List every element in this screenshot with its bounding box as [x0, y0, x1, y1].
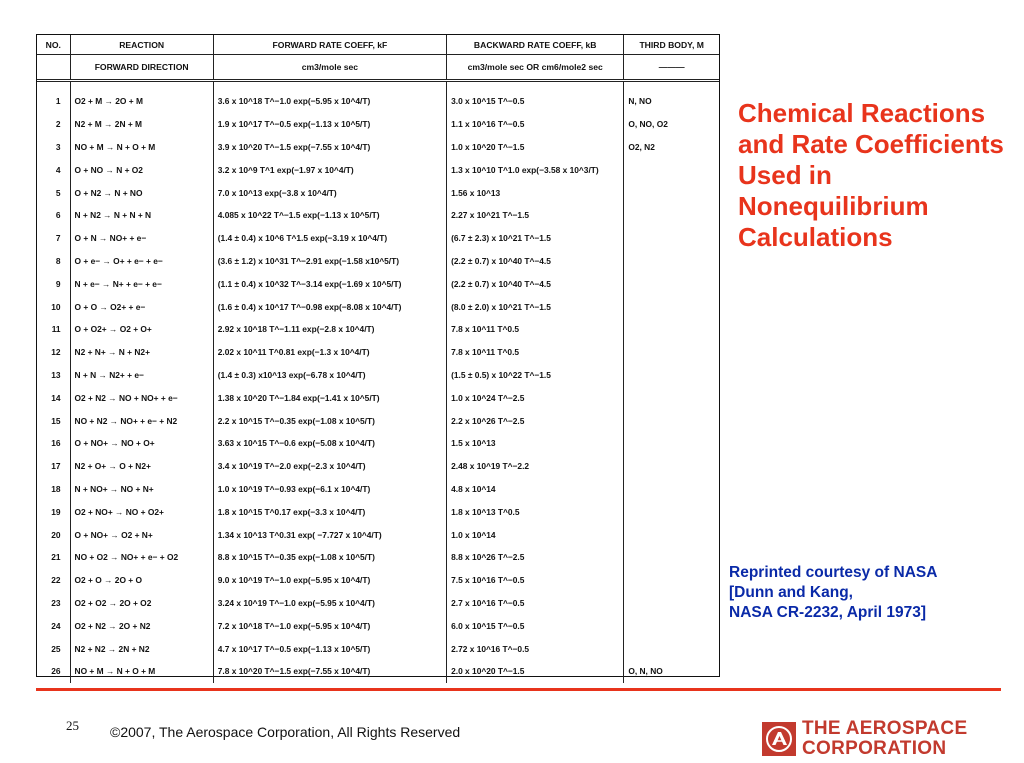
- reaction-cell: O2 + N2 → 2O + N2: [70, 614, 213, 637]
- third-body-cell: [624, 341, 719, 364]
- slide-title: Chemical Reactions and Rate Coefficients Used in Nonequilibrium Calculations: [738, 98, 1004, 252]
- backward-rate-cell: 1.5 x 10^13: [447, 432, 624, 455]
- table-row: [37, 113, 719, 136]
- row-number: 11: [51, 324, 61, 335]
- third-body-cell: O, NO, O2: [624, 113, 719, 136]
- row-number: 14: [51, 392, 61, 403]
- backward-rate-cell: 2.0 x 10^20 T^−1.5: [447, 660, 624, 683]
- row-number: 1: [55, 96, 61, 107]
- forward-rate-cell: 3.2 x 10^9 T^1 exp(−1.97 x 10^4/T): [213, 158, 446, 181]
- table-row: [37, 432, 719, 455]
- third-body-cell: O, N, NO: [624, 660, 719, 683]
- backward-rate-cell: 1.1 x 10^16 T^−0.5: [447, 113, 624, 136]
- third-body-cell: [624, 455, 719, 478]
- backward-rate-cell: 2.27 x 10^21 T^−1.5: [447, 204, 624, 227]
- table-row: [37, 455, 719, 478]
- backward-rate-cell: 2.7 x 10^16 T^−0.5: [447, 592, 624, 615]
- row-number: 24: [51, 620, 61, 631]
- third-body-cell: [624, 272, 719, 295]
- table-row: [37, 318, 719, 341]
- forward-rate-cell: 7.8 x 10^20 T^−1.5 exp(−7.55 x 10^4/T): [213, 660, 446, 683]
- forward-rate-cell: 1.8 x 10^15 T^0.17 exp(−3.3 x 10^4/T): [213, 500, 446, 523]
- third-body-cell: [624, 409, 719, 432]
- row-number: 6: [55, 210, 61, 221]
- row-number: 20: [51, 529, 61, 540]
- third-body-cell: O2, N2: [624, 136, 719, 159]
- table-row: [37, 136, 719, 159]
- subheader-no: [37, 55, 70, 81]
- table-row: [37, 523, 719, 546]
- backward-rate-cell: (2.2 ± 0.7) x 10^40 T^−4.5: [447, 250, 624, 273]
- table-row: [37, 295, 719, 318]
- table-row: [37, 614, 719, 637]
- forward-rate-cell: 2.02 x 10^11 T^0.81 exp(−1.3 x 10^4/T): [213, 341, 446, 364]
- logo-line: THE AEROSPACE: [802, 718, 968, 739]
- table-subheader-row: [37, 55, 719, 81]
- forward-rate-cell: (1.1 ± 0.4) x 10^32 T^−3.14 exp(−1.69 x 10^5/T): [213, 272, 446, 295]
- table-row: [37, 500, 719, 523]
- forward-rate-cell: 1.34 x 10^13 T^0.31 exp( −7.727 x 10^4/T): [213, 523, 446, 546]
- backward-rate-cell: 7.5 x 10^16 T^−0.5: [447, 569, 624, 592]
- third-body-cell: [624, 478, 719, 501]
- credit-note: [729, 563, 937, 623]
- aerospace-emblem-icon: [762, 722, 796, 756]
- forward-rate-cell: 2.92 x 10^18 T^−1.11 exp(−2.8 x 10^4/T): [213, 318, 446, 341]
- table-row: [37, 181, 719, 204]
- reaction-cell: O + N2 → N + NO: [70, 181, 213, 204]
- page-number: 25: [66, 718, 79, 733]
- backward-rate-cell: 7.8 x 10^11 T^0.5: [447, 318, 624, 341]
- credit-line: Reprinted courtesy of NASA: [729, 564, 938, 581]
- reaction-cell: N + N → N2+ + e−: [70, 364, 213, 387]
- third-body-cell: [624, 523, 719, 546]
- reaction-table: [37, 35, 719, 683]
- reaction-cell: N2 + N+ → N + N2+: [70, 341, 213, 364]
- row-number: 19: [51, 506, 61, 517]
- backward-rate-cell: 1.3 x 10^10 T^1.0 exp(−3.58 x 10^3/T): [447, 158, 624, 181]
- third-body-cell: N, NO: [624, 81, 719, 113]
- backward-rate-cell: 1.0 x 10^14: [447, 523, 624, 546]
- reaction-cell: NO + M → N + O + M: [70, 136, 213, 159]
- third-body-cell: [624, 227, 719, 250]
- table-body: [37, 81, 719, 683]
- subheader-reaction: FORWARD DIRECTION: [70, 55, 213, 81]
- backward-rate-cell: 6.0 x 10^15 T^−0.5: [447, 614, 624, 637]
- table-row: [37, 81, 719, 113]
- third-body-cell: [624, 158, 719, 181]
- forward-rate-cell: 1.0 x 10^19 T^−0.93 exp(−6.1 x 10^4/T): [213, 478, 446, 501]
- reaction-table-scan: [36, 34, 720, 677]
- forward-rate-cell: 2.2 x 10^15 T^−0.35 exp(−1.08 x 10^5/T): [213, 409, 446, 432]
- reaction-cell: O2 + O2 → 2O + O2: [70, 592, 213, 615]
- third-body-cell: [624, 546, 719, 569]
- table-row: [37, 272, 719, 295]
- aerospace-logo: [760, 718, 988, 762]
- reaction-cell: N2 + O+ → O + N2+: [70, 455, 213, 478]
- row-number: 22: [51, 575, 61, 586]
- row-number: 18: [51, 483, 61, 494]
- table-header-row: [37, 35, 719, 55]
- reaction-cell: O2 + N2 → NO + NO+ + e−: [70, 386, 213, 409]
- reaction-cell: O + N → NO+ + e−: [70, 227, 213, 250]
- forward-rate-cell: 7.2 x 10^18 T^−1.0 exp(−5.95 x 10^4/T): [213, 614, 446, 637]
- backward-rate-cell: 1.8 x 10^13 T^0.5: [447, 500, 624, 523]
- forward-rate-cell: (3.6 ± 1.2) x 10^31 T^−2.91 exp(−1.58 x10^5/T): [213, 250, 446, 273]
- reaction-cell: NO + N2 → NO+ + e− + N2: [70, 409, 213, 432]
- row-number: 2: [55, 119, 61, 130]
- backward-rate-cell: (2.2 ± 0.7) x 10^40 T^−4.5: [447, 272, 624, 295]
- backward-rate-cell: 7.8 x 10^11 T^0.5: [447, 341, 624, 364]
- forward-rate-cell: (1.4 ± 0.4) x 10^6 T^1.5 exp(−3.19 x 10^4/T): [213, 227, 446, 250]
- header-no: NO.: [37, 35, 70, 55]
- row-number: 25: [51, 643, 61, 654]
- table-row: [37, 386, 719, 409]
- reaction-cell: O + NO → N + O2: [70, 158, 213, 181]
- reaction-cell: NO + M → N + O + M: [70, 660, 213, 683]
- reaction-cell: N2 + M → 2N + M: [70, 113, 213, 136]
- reaction-cell: O + e− → O+ + e− + e−: [70, 250, 213, 273]
- subheader-third-body: ———: [624, 55, 719, 81]
- third-body-cell: [624, 386, 719, 409]
- row-number: 17: [51, 461, 61, 472]
- forward-rate-cell: 1.9 x 10^17 T^−0.5 exp(−1.13 x 10^5/T): [213, 113, 446, 136]
- forward-rate-cell: 3.4 x 10^19 T^−2.0 exp(−2.3 x 10^4/T): [213, 455, 446, 478]
- forward-rate-cell: (1.4 ± 0.3) x10^13 exp(−6.78 x 10^4/T): [213, 364, 446, 387]
- header-backward-rate: BACKWARD RATE COEFF, kB: [447, 35, 624, 55]
- header-third-body: THIRD BODY, M: [624, 35, 719, 55]
- table-row: [37, 409, 719, 432]
- third-body-cell: [624, 637, 719, 660]
- backward-rate-cell: 2.48 x 10^19 T^−2.2: [447, 455, 624, 478]
- credit-line: NASA CR-2232, April 1973]: [729, 604, 926, 621]
- table-row: [37, 569, 719, 592]
- third-body-cell: [624, 592, 719, 615]
- subheader-backward-units: cm3/mole sec OR cm6/mole2 sec: [447, 55, 624, 81]
- forward-rate-cell: 7.0 x 10^13 exp(−3.8 x 10^4/T): [213, 181, 446, 204]
- copyright-notice: ©2007, The Aerospace Corporation, All Rights Reserved: [110, 724, 461, 740]
- table-row: [37, 478, 719, 501]
- backward-rate-cell: 1.0 x 10^24 T^−2.5: [447, 386, 624, 409]
- third-body-cell: [624, 364, 719, 387]
- third-body-cell: [624, 614, 719, 637]
- logo-wordmark: [802, 719, 967, 759]
- row-number: 5: [55, 187, 61, 198]
- table-row: [37, 637, 719, 660]
- reaction-cell: O2 + NO+ → NO + O2+: [70, 500, 213, 523]
- third-body-cell: [624, 432, 719, 455]
- table-row: [37, 592, 719, 615]
- reaction-cell: O + O → O2+ + e−: [70, 295, 213, 318]
- row-number: 3: [55, 141, 61, 152]
- row-number: 21: [51, 552, 61, 563]
- row-number: 13: [51, 369, 61, 380]
- table-row: [37, 364, 719, 387]
- backward-rate-cell: 2.72 x 10^16 T^−0.5: [447, 637, 624, 660]
- backward-rate-cell: 4.8 x 10^14: [447, 478, 624, 501]
- table-row: [37, 546, 719, 569]
- backward-rate-cell: 1.56 x 10^13: [447, 181, 624, 204]
- third-body-cell: [624, 318, 719, 341]
- reaction-cell: O + NO+ → O2 + N+: [70, 523, 213, 546]
- reaction-cell: N + N2 → N + N + N: [70, 204, 213, 227]
- row-number: 10: [51, 301, 61, 312]
- footer-divider: [36, 688, 1001, 691]
- row-number: 23: [51, 597, 61, 608]
- subheader-forward-units: cm3/mole sec: [213, 55, 446, 81]
- reaction-cell: O2 + M → 2O + M: [70, 81, 213, 113]
- third-body-cell: [624, 295, 719, 318]
- row-number: 26: [51, 666, 61, 677]
- third-body-cell: [624, 500, 719, 523]
- backward-rate-cell: (8.0 ± 2.0) x 10^21 T^−1.5: [447, 295, 624, 318]
- table-row: [37, 341, 719, 364]
- backward-rate-cell: (6.7 ± 2.3) x 10^21 T^−1.5: [447, 227, 624, 250]
- third-body-cell: [624, 181, 719, 204]
- forward-rate-cell: 1.38 x 10^20 T^−1.84 exp(−1.41 x 10^5/T): [213, 386, 446, 409]
- forward-rate-cell: 3.6 x 10^18 T^−1.0 exp(−5.95 x 10^4/T): [213, 81, 446, 113]
- backward-rate-cell: 3.0 x 10^15 T^−0.5: [447, 81, 624, 113]
- credit-line: [Dunn and Kang,: [729, 584, 853, 601]
- row-number: 16: [51, 438, 61, 449]
- header-reaction: REACTION: [70, 35, 213, 55]
- forward-rate-cell: 4.085 x 10^22 T^−1.5 exp(−1.13 x 10^5/T): [213, 204, 446, 227]
- reaction-cell: O + O2+ → O2 + O+: [70, 318, 213, 341]
- row-number: 4: [55, 164, 61, 175]
- forward-rate-cell: 3.63 x 10^15 T^−0.6 exp(−5.08 x 10^4/T): [213, 432, 446, 455]
- reaction-cell: NO + O2 → NO+ + e− + O2: [70, 546, 213, 569]
- backward-rate-cell: 1.0 x 10^20 T^−1.5: [447, 136, 624, 159]
- reaction-cell: O2 + O → 2O + O: [70, 569, 213, 592]
- table-row: [37, 227, 719, 250]
- backward-rate-cell: 2.2 x 10^26 T^−2.5: [447, 409, 624, 432]
- reaction-cell: N + NO+ → NO + N+: [70, 478, 213, 501]
- table-row: [37, 660, 719, 683]
- row-number: 15: [51, 415, 61, 426]
- forward-rate-cell: 8.8 x 10^15 T^−0.35 exp(−1.08 x 10^5/T): [213, 546, 446, 569]
- table-row: [37, 204, 719, 227]
- header-forward-rate: FORWARD RATE COEFF, kF: [213, 35, 446, 55]
- reaction-cell: N + e− → N+ + e− + e−: [70, 272, 213, 295]
- table-row: [37, 250, 719, 273]
- forward-rate-cell: 3.24 x 10^19 T^−1.0 exp(−5.95 x 10^4/T): [213, 592, 446, 615]
- third-body-cell: [624, 250, 719, 273]
- third-body-cell: [624, 569, 719, 592]
- forward-rate-cell: (1.6 ± 0.4) x 10^17 T^−0.98 exp(−8.08 x 10^4/T): [213, 295, 446, 318]
- forward-rate-cell: 3.9 x 10^20 T^−1.5 exp(−7.55 x 10^4/T): [213, 136, 446, 159]
- row-number: 9: [55, 278, 61, 289]
- logo-line: CORPORATION: [802, 738, 947, 759]
- forward-rate-cell: 9.0 x 10^19 T^−1.0 exp(−5.95 x 10^4/T): [213, 569, 446, 592]
- backward-rate-cell: (1.5 ± 0.5) x 10^22 T^−1.5: [447, 364, 624, 387]
- forward-rate-cell: 4.7 x 10^17 T^−0.5 exp(−1.13 x 10^5/T): [213, 637, 446, 660]
- third-body-cell: [624, 204, 719, 227]
- reaction-cell: N2 + N2 → 2N + N2: [70, 637, 213, 660]
- backward-rate-cell: 8.8 x 10^26 T^−2.5: [447, 546, 624, 569]
- row-number: 7: [55, 233, 61, 244]
- table-row: [37, 158, 719, 181]
- row-number: 12: [51, 347, 61, 358]
- row-number: 8: [55, 255, 61, 266]
- reaction-cell: O + NO+ → NO + O+: [70, 432, 213, 455]
